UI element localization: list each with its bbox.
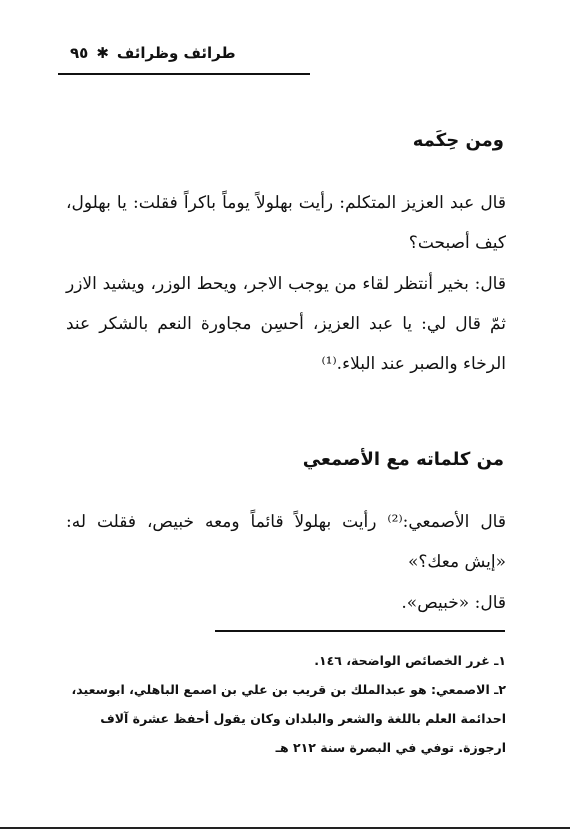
page-number: ٩٥ (70, 44, 89, 62)
paragraph-asmai: قال الأصمعي:⁽²⁾ رأيت بهلولاً قائماً ومعه خبيص، فقلت له: «إيش معك؟» (66, 512, 506, 572)
footnotes (66, 646, 506, 762)
paragraph-reply: قال: بخير أنتظر لقاء من يوجب الاجر، ويحط الوزر، ويشيد الازر ثمّ قال لي: يا عبد العزيز، أحسِن مجاورة النعم بالشكر عند الرخاء والصبر عند البلاء.⁽¹⁾ (66, 274, 506, 374)
paragraph-greeting: قال عبد العزيز المتكلم: رأيت بهلولاً يوماً باكراً فقلت: يا بهلول، كيف أصبحت؟ (66, 193, 506, 253)
header-rule (58, 73, 310, 75)
paragraph-khabis: قال: «خبيص». (401, 593, 506, 613)
running-header (70, 40, 310, 66)
footnote-rule (215, 630, 505, 632)
book-title: طرائف وظرائف (116, 44, 236, 62)
section-heading-asmai: من كلماته مع الأصمعي (302, 449, 504, 470)
page-bottom-edge (0, 827, 570, 829)
footnote-2: ٢ـ الاصمعي: هو عبدالملك بن قريب بن علي بن اصمع الباهلي، ابوسعيد، احدائمة العلم باللغة والشعر والبلدان وكان يقول أحفظ عشرة آلاف ارجوزة. توفي في البصرة سنة ٢١٢ هـ (71, 682, 506, 755)
section-heading-wisdom: ومن حِكَمه (412, 130, 504, 151)
ornament-star-icon: ✱ (96, 44, 109, 62)
footnote-1: ١ـ غرر الخصائص الواضحة، ١٤٦. (314, 653, 506, 668)
